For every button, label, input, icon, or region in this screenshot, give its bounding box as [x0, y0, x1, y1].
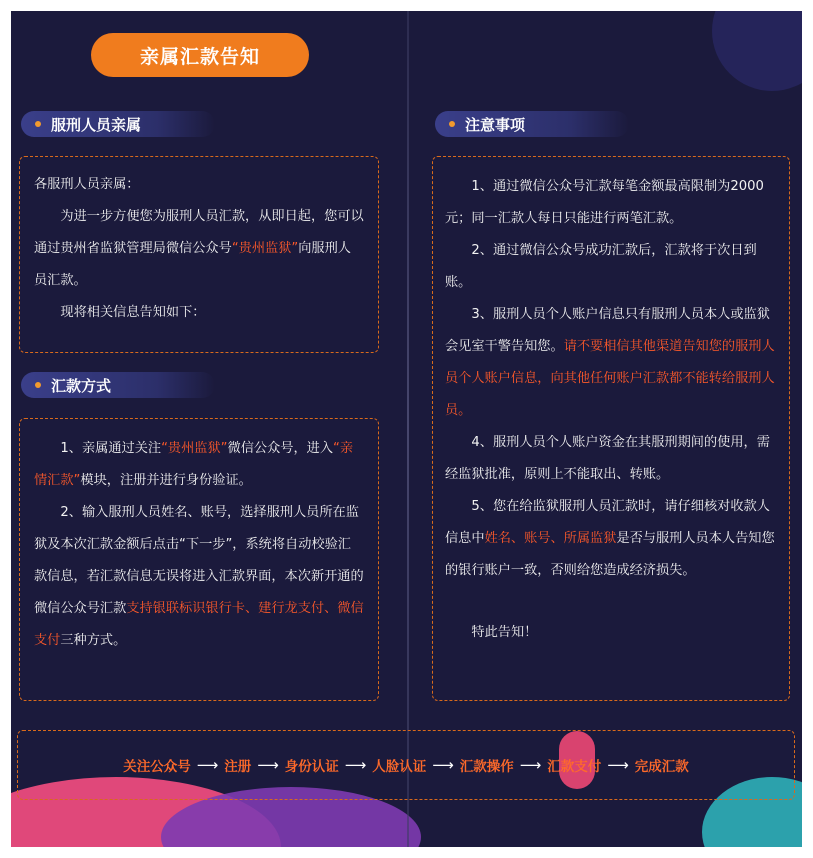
notice-poster	[11, 11, 802, 847]
note-item-4: 4、服刑人员个人账户资金在其服刑期间的使用，需经监狱批准，原则上不能取出、转账。	[445, 435, 770, 482]
method-item-2: 2、输入服刑人员姓名、账号，选择服刑人员所在监狱及本次汇款金额后点击“下一步”，系统将自动校验汇款信息，若汇款信息无误将进入汇款界面，本次新开通的微信公众号汇款支持银联标识银行卡、建行龙支付、微信支付三种方式。	[34, 505, 364, 648]
intro-followup: 现将相关信息告知如下：	[60, 305, 206, 320]
arrow-right-icon: ⟶	[432, 756, 454, 774]
flow-step: 关注公众号	[123, 759, 191, 775]
flow-step: 身份认证	[284, 759, 339, 775]
account-name-highlight: “贵州监狱”	[231, 241, 299, 256]
bullet-dot-icon	[35, 121, 41, 127]
section-heading-label: 汇款方式	[51, 376, 112, 395]
notes-box	[432, 156, 790, 701]
fold-line	[407, 11, 409, 847]
intro-paragraph: 为进一步方便您为服刑人员汇款，从即日起，您可以通过贵州省监狱管理局微信公众号“贵州监狱”向服刑人员汇款。	[34, 209, 364, 288]
page-title: 亲属汇款告知	[91, 33, 309, 77]
arrow-right-icon: ⟶	[607, 756, 629, 774]
process-flow	[17, 730, 795, 800]
section-heading-label: 服刑人员亲属	[51, 115, 142, 134]
closing-text: 特此告知！	[471, 625, 538, 640]
note-item-1: 1、通过微信公众号汇款每笔金额最高限制为2000元；同一汇款人每日只能进行两笔汇款。	[445, 179, 764, 226]
section-heading-relatives	[21, 111, 215, 137]
section-heading-label: 注意事项	[465, 115, 526, 134]
section-heading-methods	[21, 372, 215, 398]
flow-step: 注册	[224, 759, 252, 775]
flow-step: 完成汇款	[634, 759, 689, 775]
methods-box	[19, 418, 379, 701]
section-heading-notes	[435, 111, 629, 137]
note-item-3: 3、服刑人员个人账户信息只有服刑人员本人或监狱会见室干警告知您。请不要相信其他渠道告知您的服刑人员个人账户信息，向其他任何账户汇款都不能转给服刑人员。	[445, 307, 775, 418]
method-item-1: 1、亲属通过关注“贵州监狱”微信公众号，进入“亲情汇款”模块，注册并进行身份验证。	[34, 441, 354, 488]
flow-step: 汇款支付	[547, 759, 602, 775]
bullet-dot-icon	[449, 121, 455, 127]
warning-highlight: 请不要相信其他渠道告知您的服刑人员个人账户信息，向其他任何账户汇款都不能转给服刑人员。	[445, 339, 775, 418]
note-item-5: 5、您在给监狱服刑人员汇款时，请仔细核对收款人信息中姓名、账号、所属监狱是否与服刑人员本人告知您的银行账户一致，否则给您造成经济损失。	[445, 499, 775, 578]
note-item-2: 2、通过微信公众号成功汇款后，汇款将于次日到账。	[445, 243, 757, 290]
arrow-right-icon: ⟶	[257, 756, 279, 774]
flow-step: 汇款操作	[459, 759, 514, 775]
flow-step: 人脸认证	[372, 759, 427, 775]
arrow-right-icon: ⟶	[344, 756, 367, 774]
decor-blob	[712, 11, 802, 91]
bullet-dot-icon	[35, 382, 41, 388]
salutation: 各服刑人员亲属：	[34, 177, 140, 192]
arrow-right-icon: ⟶	[519, 756, 542, 774]
arrow-right-icon: ⟶	[196, 756, 219, 774]
relatives-notice-box	[19, 156, 379, 353]
